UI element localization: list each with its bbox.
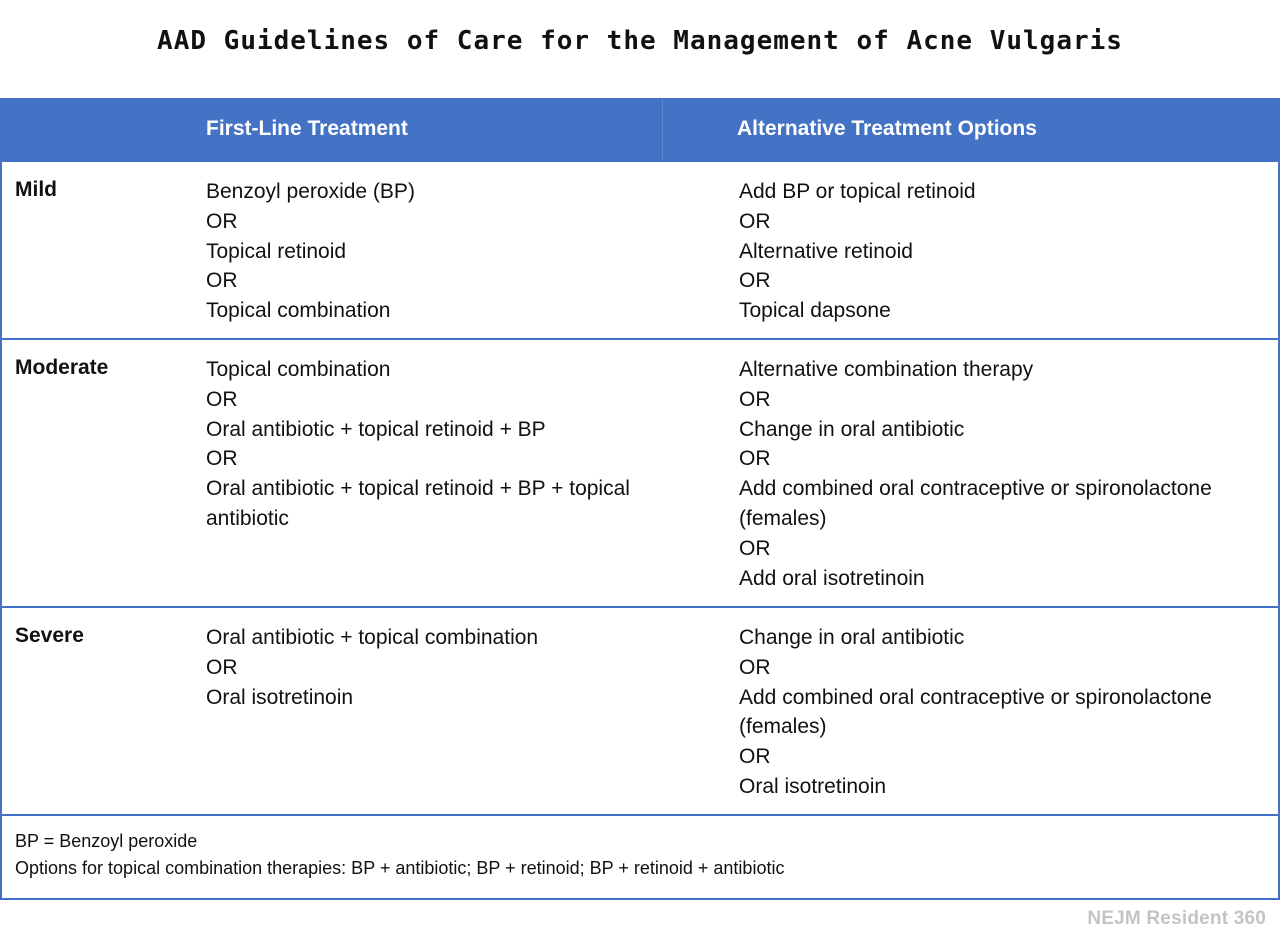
treatment-line: Alternative combination therapy (739, 358, 1034, 381)
or-line: OR (739, 387, 771, 411)
treatment-line: Add combined oral contraceptive or spironolactone (females) (739, 685, 1212, 739)
treatment-line: Add BP or topical retinoid (739, 180, 976, 203)
treatment-line: Topical combination (206, 358, 391, 381)
severity-label: Mild (15, 178, 57, 201)
guidelines-table (0, 98, 1280, 900)
or-line: OR (206, 655, 238, 679)
treatment-line: Oral antibiotic + topical retinoid + BP + topical antibiotic (206, 477, 630, 530)
page-title: AAD Guidelines of Care for the Management of Acne Vulgaris (157, 26, 1123, 56)
header-divider (662, 98, 663, 160)
watermark-logo: NEJM Resident 360 (1087, 908, 1266, 929)
treatment-line: Add oral isotretinoin (739, 566, 925, 590)
table-row-mild (2, 160, 1278, 338)
or-line: OR (739, 209, 771, 233)
treatment-line: Add combined oral contraceptive or spironolactone (females) (739, 477, 1212, 530)
alternative-cell (739, 355, 1259, 593)
treatment-line: Topical retinoid (206, 239, 347, 263)
or-line: OR (206, 269, 238, 293)
first-line-cell (206, 177, 666, 326)
alternative-cell (739, 623, 1259, 802)
treatment-line: Oral isotretinoin (206, 685, 354, 709)
treatment-line: Topical combination (206, 299, 391, 323)
treatment-line: Alternative retinoid (739, 239, 913, 263)
first-line-cell (206, 355, 666, 534)
severity-label: Severe (15, 624, 84, 647)
or-line: OR (739, 536, 771, 560)
combination-note: Options for topical combination therapies: BP + antibiotic; BP + retinoid; BP + retinoid + antibiotic (15, 858, 785, 878)
or-line: OR (739, 269, 771, 293)
treatment-line: Oral antibiotic + topical combination (206, 626, 539, 649)
treatment-line: Oral antibiotic + topical retinoid + BP (206, 417, 546, 441)
table-header (2, 98, 1278, 160)
treatment-line: Topical dapsone (739, 299, 891, 323)
treatment-line: Change in oral antibiotic (739, 417, 965, 441)
treatment-line: Change in oral antibiotic (739, 626, 965, 649)
or-line: OR (206, 447, 238, 471)
header-alternative: Alternative Treatment Options (737, 117, 1037, 140)
first-line-cell (206, 623, 666, 712)
or-line: OR (206, 387, 238, 411)
or-line: OR (206, 209, 238, 233)
severity-label: Moderate (15, 356, 109, 379)
abbreviation-note: BP = Benzoyl peroxide (15, 831, 198, 851)
table-notes (2, 814, 1278, 898)
or-line: OR (739, 447, 771, 471)
treatment-line: Oral isotretinoin (739, 774, 887, 798)
or-line: OR (739, 655, 771, 679)
table-row-severe (2, 606, 1278, 814)
header-first-line: First-Line Treatment (206, 117, 408, 140)
alternative-cell (739, 177, 1259, 326)
table-row-moderate (2, 338, 1278, 606)
treatment-line: Benzoyl peroxide (BP) (206, 180, 415, 203)
or-line: OR (739, 745, 771, 769)
